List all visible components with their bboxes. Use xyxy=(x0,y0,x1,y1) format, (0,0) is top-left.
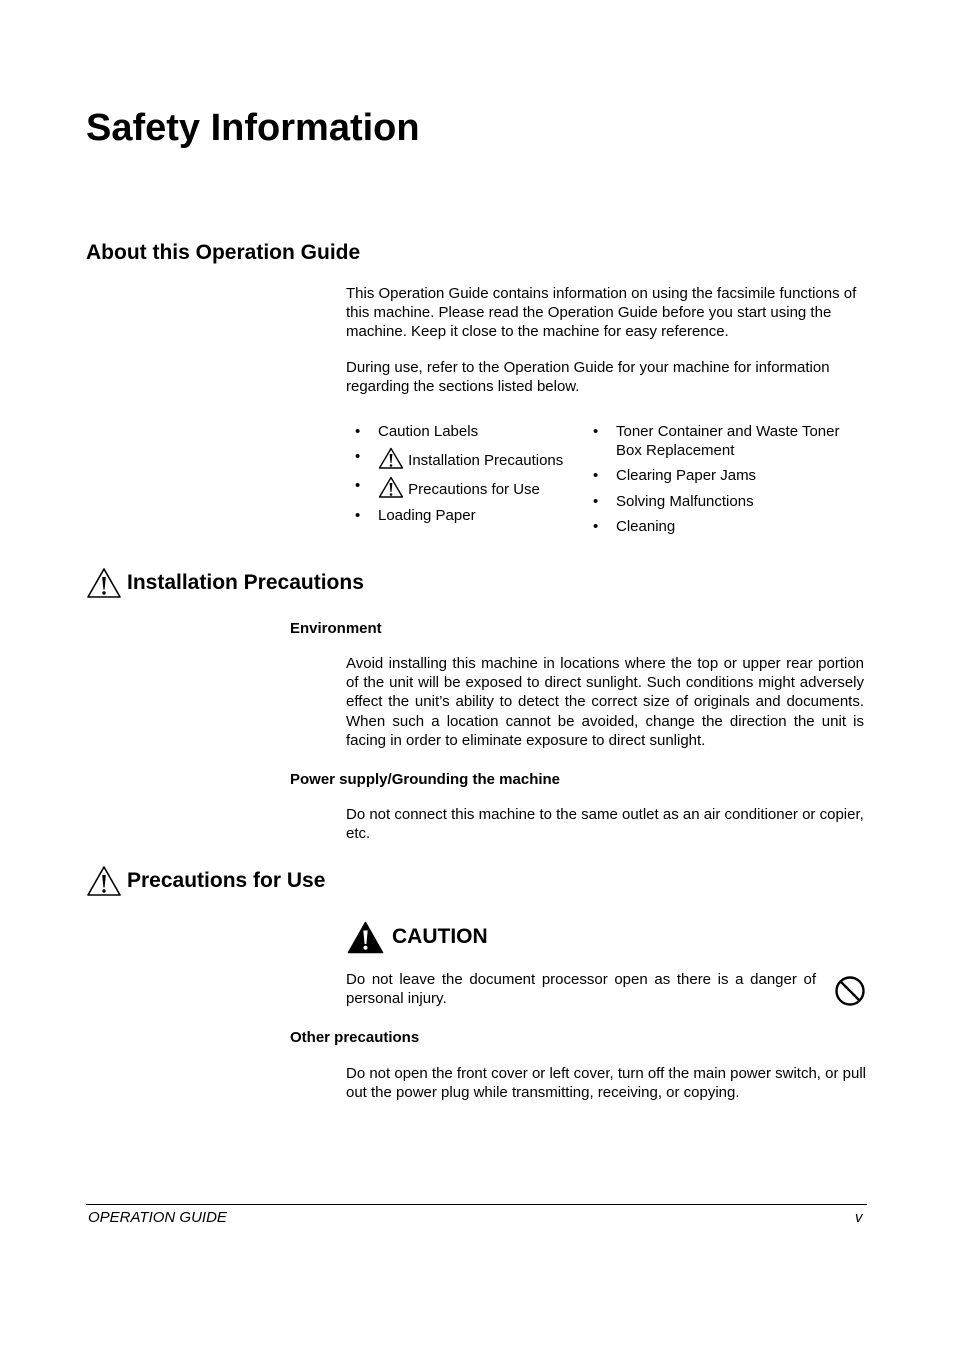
list-item: • Toner Container and Waste Toner Box Replacement xyxy=(584,422,868,460)
list-item: • Cleaning xyxy=(584,517,868,536)
other-precautions-text: Do not open the front cover or left cover, turn off the main power switch, or pull out the power plug while transmitting, receiving, or copying. xyxy=(346,1065,866,1102)
about-paragraph-1: This Operation Guide contains information on using the facsimile functions of this machine. Please read the Operation Guide before you start using the machine. Keep it close to the machine for easy reference. xyxy=(346,285,857,341)
warning-triangle-icon xyxy=(86,567,122,599)
list-item: • Caution Labels xyxy=(346,422,586,441)
power-text: Do not connect this machine to the same outlet as an air conditioner or copier, etc. xyxy=(346,806,864,843)
section-list-right xyxy=(584,422,868,536)
warning-triangle-icon xyxy=(86,865,122,897)
list-item: • Precautions for Use xyxy=(346,476,586,499)
installation-heading: Installation Precautions xyxy=(127,571,364,594)
footer-left: OPERATION GUIDE xyxy=(88,1209,227,1226)
environment-heading: Environment xyxy=(290,620,382,637)
page-number: v xyxy=(855,1209,863,1226)
list-item: • Solving Malfunctions xyxy=(584,492,868,511)
footer-rule xyxy=(86,1204,867,1205)
installation-heading-row xyxy=(86,567,364,599)
use-heading-row xyxy=(86,865,325,897)
list-item: • Clearing Paper Jams xyxy=(584,466,868,485)
other-precautions-heading: Other precautions xyxy=(290,1029,420,1046)
caution-label: CAUTION xyxy=(392,925,488,948)
caution-text: Do not leave the document processor open as there is a danger of personal injury. xyxy=(346,971,816,1008)
about-heading: About this Operation Guide xyxy=(86,241,361,264)
list-item: • Loading Paper xyxy=(346,506,586,525)
page-title: Safety Information xyxy=(86,107,420,149)
about-paragraph-2: During use, refer to the Operation Guide for your machine for information regarding the sections listed below. xyxy=(346,359,830,396)
caution-label-row xyxy=(347,920,488,954)
use-heading: Precautions for Use xyxy=(127,869,326,892)
environment-text: Avoid installing this machine in locations where the top or upper rear portion of the unit will be exposed to direct sunlight. Such conditions might adversely effect the unit’s ability to detect the correct size of originals and documents. When such a location cannot be avoided, change the direction the unit is facing in order to eliminate exposure to direct sunlight. xyxy=(346,655,864,749)
caution-filled-warning-icon xyxy=(347,921,384,954)
warning-triangle-icon xyxy=(378,447,404,469)
power-heading: Power supply/Grounding the machine xyxy=(290,771,561,788)
section-list-left xyxy=(346,422,586,525)
prohibited-icon xyxy=(834,975,866,1007)
list-item: • Installation Precautions xyxy=(346,447,586,470)
warning-triangle-icon xyxy=(378,476,404,498)
